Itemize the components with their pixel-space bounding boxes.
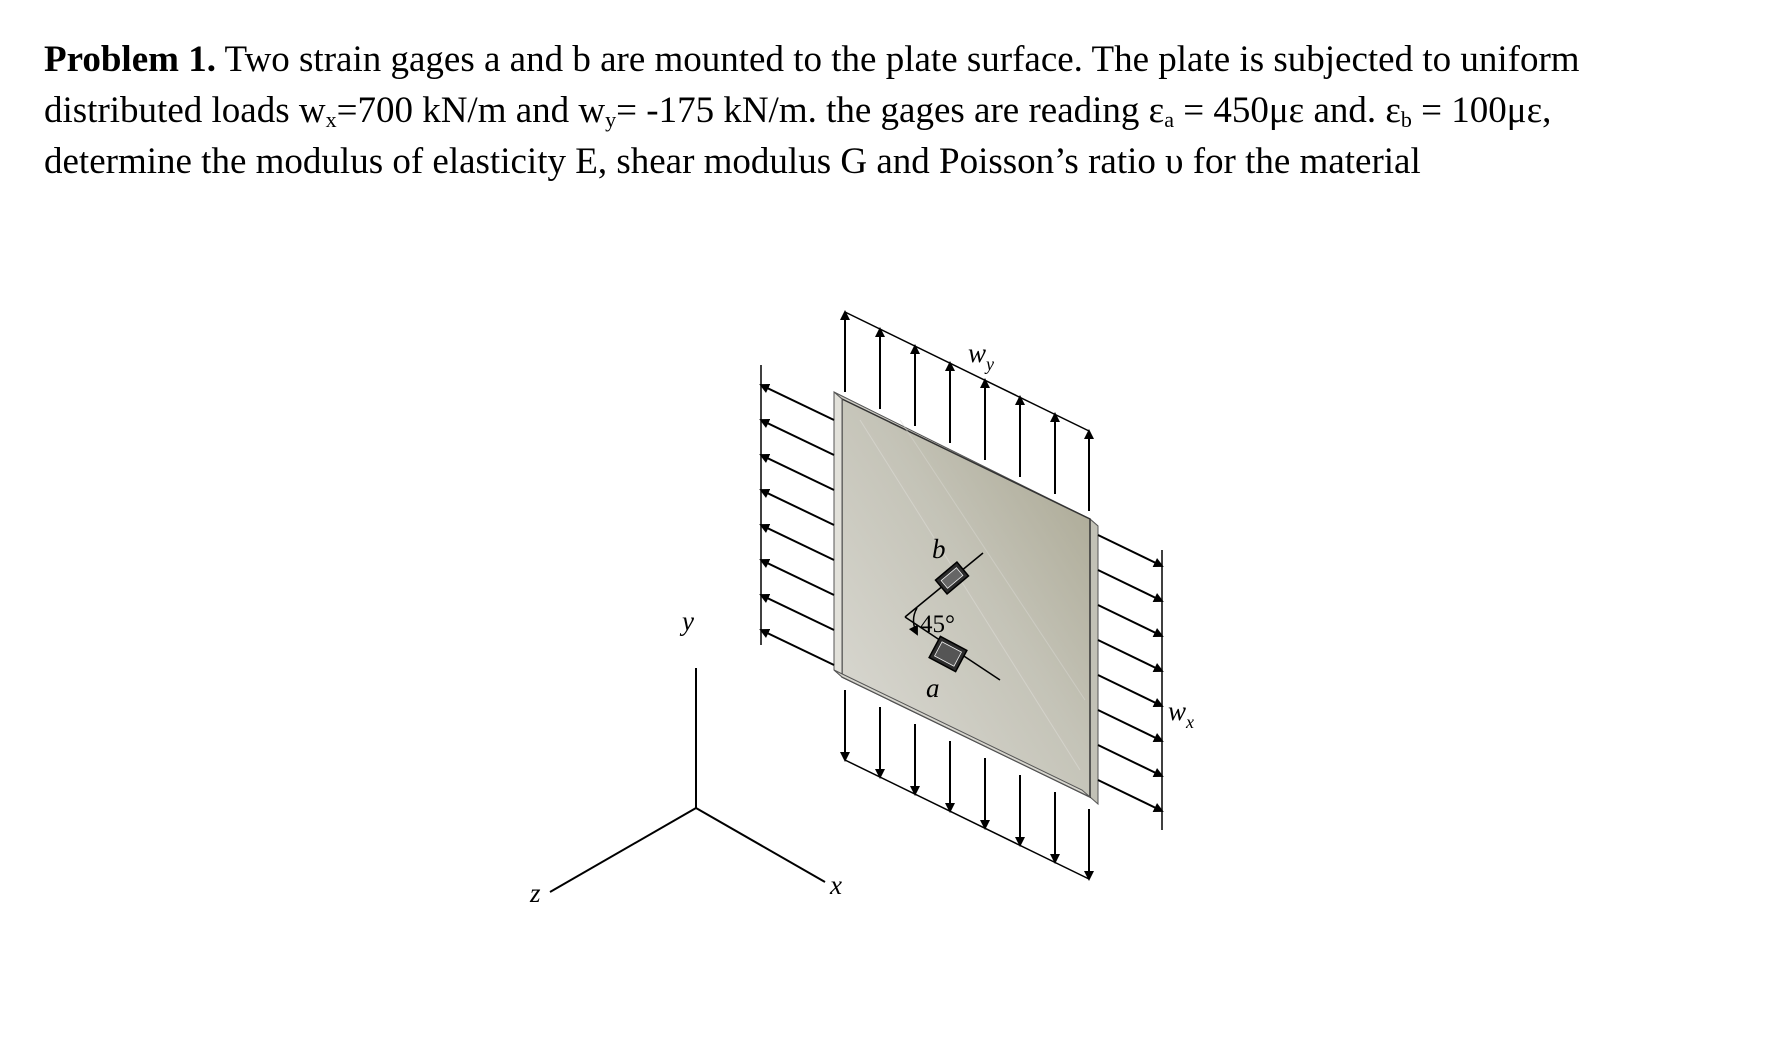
axis-x-label: x [830,870,842,900]
line2-text-b: =700 kN/m and w [336,90,606,131]
angle-label: 45° [920,611,955,638]
axis-z-line [550,808,696,892]
axis-z-label: z [530,878,541,908]
line2-text-a: distributed loads w [44,90,326,131]
problem-line-1-text: Two strain gages a and b are mounted to the plate surface. The plate is subjected to uniform [215,39,1580,80]
subscript-y: y [605,107,617,132]
plate-right-edge [1090,519,1098,804]
problem-heading: Problem 1. [44,39,216,80]
subscript-b: b [1400,107,1412,132]
subscript-x: x [325,107,337,132]
problem-line-3: determine the modulus of elasticity E, shear modulus G and Poisson’s ratio υ for the material [44,141,1421,182]
axis-x-line [696,808,825,882]
wy-label: $w_y$ [968,338,995,374]
coordinate-axes [550,668,825,892]
axis-y-label: y [682,606,694,636]
plate [834,392,1098,804]
line2-text-e: = 100με, [1411,90,1552,131]
wx-label: $w_x$ [1168,696,1195,732]
line2-text-d: = 450με and. ε [1173,90,1401,131]
gage-a-label: a [926,673,940,703]
subscript-a: a [1164,107,1174,132]
plate-left-edge [834,392,842,677]
gage-b-label: b [932,534,946,564]
wx-arrows-right [1098,535,1162,830]
line2-text-c: = -175 kN/m. the gages are reading ε [616,90,1165,131]
wx-arrows-left [761,365,834,665]
